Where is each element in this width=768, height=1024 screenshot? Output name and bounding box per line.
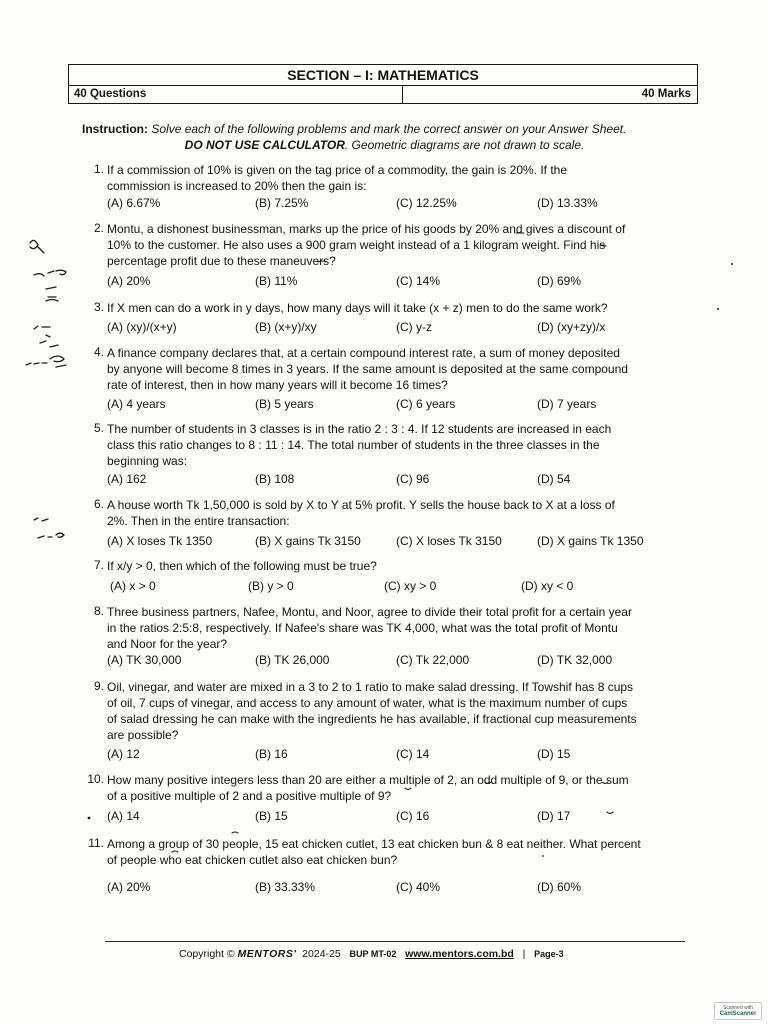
question-line: percentage profit due to these maneuvers?: [107, 254, 336, 268]
option-d: (D) 13.33%: [537, 196, 598, 210]
option-c: (C) 6 years: [396, 397, 456, 411]
option-a: (A) 14: [107, 809, 140, 823]
option-b: (B) TK 26,000: [255, 653, 330, 667]
option-d: (D) X gains Tk 1350: [537, 534, 644, 548]
option-c: (C) 14%: [396, 274, 441, 288]
section-title: SECTION – I: MATHEMATICS: [69, 65, 697, 86]
option-b: (B) 11%: [255, 274, 298, 288]
option-a: (A) 6.67%: [107, 196, 161, 210]
footer: [179, 947, 564, 961]
option-b: (B) (x+y)/xy: [255, 320, 317, 334]
option-c: (C) 14: [396, 747, 430, 761]
option-c: (C) 16: [396, 809, 430, 823]
option-d: (D) 54: [537, 472, 571, 486]
option-b: (B) 108: [255, 472, 295, 486]
option-d: (D) 17: [537, 809, 571, 823]
question-line: class this ratio changes to 8 : 11 : 14. The total number of students in the three classes in the: [107, 438, 600, 452]
question-line: rate of interest, then in how many years will it become 16 times?: [107, 378, 448, 392]
option-a: (A) X loses Tk 1350: [107, 534, 213, 548]
option-d: (D) 15: [537, 747, 571, 761]
question-number: 8.: [93, 604, 104, 618]
option-a: (A) 20%: [107, 880, 151, 894]
option-d: (D) (xy+zy)/x: [537, 320, 606, 334]
option-c: (C) 96: [396, 472, 430, 486]
option-c: (C) 40%: [396, 880, 441, 894]
question-line: of oil, 7 cups of vinegar, and access to any amount of water, what is the maximum number of cups: [107, 696, 628, 710]
option-a: (A) 20%: [107, 274, 151, 288]
question-line: Among a group of 30 people, 15 eat chicken cutlet, 13 eat chicken bun & 8 eat neither. What percent: [107, 837, 641, 851]
option-d: (D) TK 32,000: [537, 653, 613, 667]
question-line: If x/y > 0, then which of the following must be true?: [107, 559, 377, 573]
option-c: (C) xy > 0: [384, 579, 437, 593]
option-c: (C) Tk 22,000: [396, 653, 470, 667]
instruction-note: . Geometric diagrams are not drawn to scale.: [344, 138, 585, 152]
option-b: (B) 7.25%: [255, 196, 309, 210]
question-line: Oil, vinegar, and water are mixed in a 3 to 2 to 1 ratio to make salad dressing. If Towshif has 8 cups: [107, 680, 634, 694]
exam-code: BUP MT-02: [349, 949, 397, 959]
option-c: (C) 12.25%: [396, 196, 457, 210]
question-line: How many positive integers less than 20 are either a multiple of 2, an odd multiple of 9, or the sum: [107, 773, 629, 787]
scanner-line-2: CamScanner: [719, 1011, 757, 1017]
question-number: 2.: [93, 221, 104, 235]
option-d: (D) 7 years: [537, 397, 597, 411]
option-b: (B) y > 0: [248, 579, 294, 593]
question-number: 10.: [87, 772, 104, 786]
scanner-line-1: Scanned with: [722, 1005, 754, 1011]
question-number: 1.: [93, 162, 104, 176]
question-number: 4.: [93, 345, 104, 359]
website-link[interactable]: www.mentors.com.bd: [405, 948, 514, 960]
question-line: Montu, a dishonest businessman, marks up the price of his goods by 20% and gives a discount of: [107, 222, 626, 236]
question-number: 7.: [93, 558, 104, 572]
camscanner-watermark: [714, 1002, 762, 1020]
option-b: (B) 15: [255, 809, 288, 823]
footer-rule: [105, 941, 685, 942]
copyright-text: Copyright ©: [179, 948, 235, 960]
option-b: (B) 33.33%: [255, 880, 316, 894]
question-line: of salad dressing he can make with the ingredients he has available, if fractional cup measurements: [107, 712, 637, 726]
option-d: (D) 60%: [537, 880, 582, 894]
question-number: 5.: [93, 421, 104, 435]
option-a: (A) (xy)/(x+y): [107, 320, 177, 334]
question-number: 3.: [93, 300, 104, 314]
option-c: (C) y-z: [396, 320, 432, 334]
brand-logo: MENTORS': [237, 948, 297, 960]
page-number: Page-3: [534, 949, 564, 959]
question-line: commission is increased to 20% then the gain is:: [107, 179, 367, 193]
question-line: If a commission of 10% is given on the tag price of a commodity, the gain is 20%. If the: [107, 163, 568, 177]
question-line: in the ratios 2:5:8, respectively. If Nafee's share was TK 4,000, what was the total profit of Montu: [107, 621, 618, 635]
question-line: 10% to the customer. He also uses a 900 gram weight instead of a 1 kilogram weight. Find his: [107, 238, 606, 252]
option-a: (A) TK 30,000: [107, 653, 182, 667]
question-number: 6.: [93, 497, 104, 511]
question-count: 40 Questions: [69, 86, 403, 103]
option-b: (B) X gains Tk 3150: [255, 534, 361, 548]
option-d: (D) 69%: [537, 274, 582, 288]
option-b: (B) 16: [255, 747, 288, 761]
option-a: (A) 162: [107, 472, 147, 486]
instruction-warning: DO NOT USE CALCULATOR: [184, 138, 345, 152]
question-line: A house worth Tk 1,50,000 is sold by X to Y at 5% profit. Y sells the house back to X at a loss of: [107, 498, 615, 512]
question-line: If X men can do a work in y days, how many days will it take (x + z) men to do the same work?: [107, 301, 608, 315]
question-line: and Noor for the year?: [107, 637, 228, 651]
academic-year: 2024-25: [302, 948, 341, 960]
option-b: (B) 5 years: [255, 397, 314, 411]
question-line: 2%. Then in the entire transaction:: [107, 514, 290, 528]
question-line: beginning was:: [107, 454, 188, 468]
instruction-text: Solve each of the following problems and mark the correct answer on your Answer Sheet.: [151, 122, 627, 136]
total-marks: 40 Marks: [641, 88, 691, 100]
question-line: The number of students in 3 classes is in the ratio 2 : 3 : 4. If 12 students are increased in each: [107, 422, 612, 436]
option-c: (C) X loses Tk 3150: [396, 534, 502, 548]
instruction-label: Instruction:: [82, 122, 148, 136]
option-a: (A) x > 0: [110, 579, 156, 593]
option-a: (A) 4 years: [107, 397, 166, 411]
question-number: 9.: [93, 679, 104, 693]
question-number: 11.: [88, 836, 104, 850]
question-line: are possible?: [107, 728, 179, 742]
question-line: by anyone will become 8 times in 3 years. If the same amount is deposited at the same compound: [107, 362, 628, 376]
question-line: Three business partners, Nafee, Montu, and Noor, agree to divide their total profit for a certain year: [107, 605, 632, 619]
question-line: of people who eat chicken cutlet also eat chicken bun?: [107, 853, 398, 867]
footer-separator: |: [522, 948, 526, 960]
option-d: (D) xy < 0: [521, 579, 574, 593]
question-line: of a positive multiple of 2 and a positive multiple of 9?: [107, 789, 392, 803]
option-a: (A) 12: [107, 747, 140, 761]
question-line: A finance company declares that, at a certain compound interest rate, a sum of money deposited: [107, 346, 620, 360]
